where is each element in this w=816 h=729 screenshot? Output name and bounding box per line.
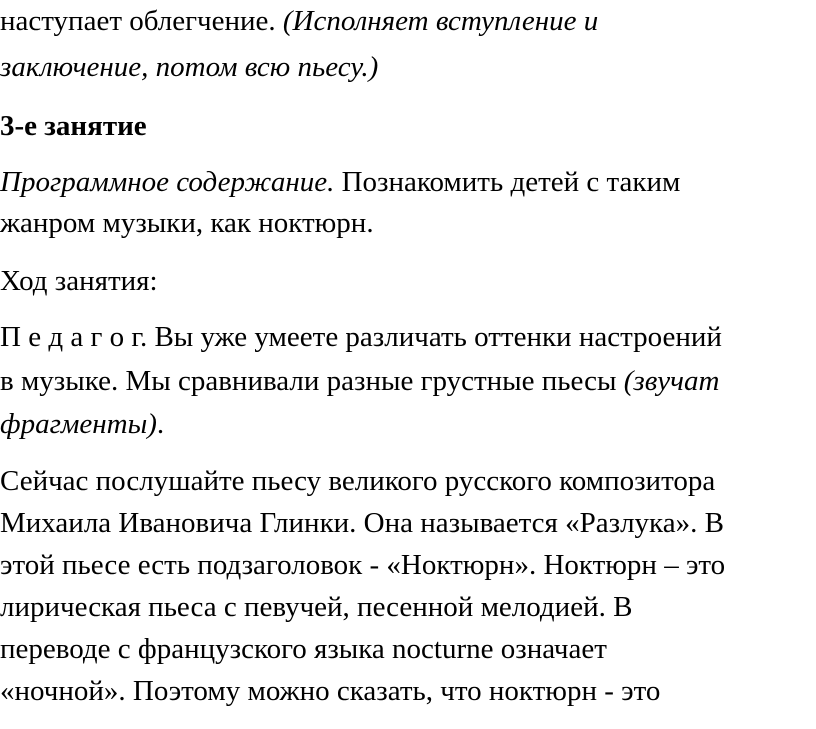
paragraph-4-text: в музыке. Мы сравнивали разные грустные пьесы <box>0 365 624 397</box>
paragraph-5-line-4: лирическая пьеса с певучей, песенной мелодией. В <box>0 591 633 623</box>
paragraph-4-period: . <box>156 408 165 440</box>
paragraph-1-italic-note: (Исполняет вступление и <box>282 5 599 37</box>
section-heading: 3-е занятие <box>0 110 147 142</box>
paragraph-5-line-3: этой пьесе есть подзаголовок - «Ноктюрн». Ноктюрн – это <box>0 549 726 581</box>
paragraph-4-line-1: П е д а г о г. Вы уже умеете различать оттенки настроений <box>0 321 722 353</box>
paragraph-5-line-5: переводе с французского языка nocturne означает <box>0 633 607 665</box>
paragraph-4-italic-end: фрагменты) <box>0 408 157 440</box>
paragraph-4-italic-note: (звучат <box>623 365 720 397</box>
paragraph-4-line-2 <box>0 367 719 396</box>
lesson-progress-label: Ход занятия: <box>0 265 158 297</box>
paragraph-2-line-1 <box>0 168 680 197</box>
program-content-label: Программное содержание. <box>0 166 335 198</box>
paragraph-5-line-6: «ночной». Поэтому можно сказать, что ноктюрн - это <box>0 675 661 707</box>
paragraph-1-line-1 <box>0 7 598 36</box>
paragraph-1-line-2: заключение, потом всю пьесу.) <box>0 51 379 83</box>
paragraph-5-line-2: Михаила Ивановича Глинки. Она называется «Разлука». В <box>0 507 724 539</box>
paragraph-2-line-2: жанром музыки, как ноктюрн. <box>0 207 374 239</box>
paragraph-2-text: Познакомить детей с таким <box>334 166 681 198</box>
paragraph-4-line-3 <box>0 410 164 439</box>
paragraph-5-line-1: Сейчас послушайте пьесу великого русского композитора <box>0 465 716 497</box>
paragraph-1-text: наступает облегчение. <box>0 5 283 37</box>
